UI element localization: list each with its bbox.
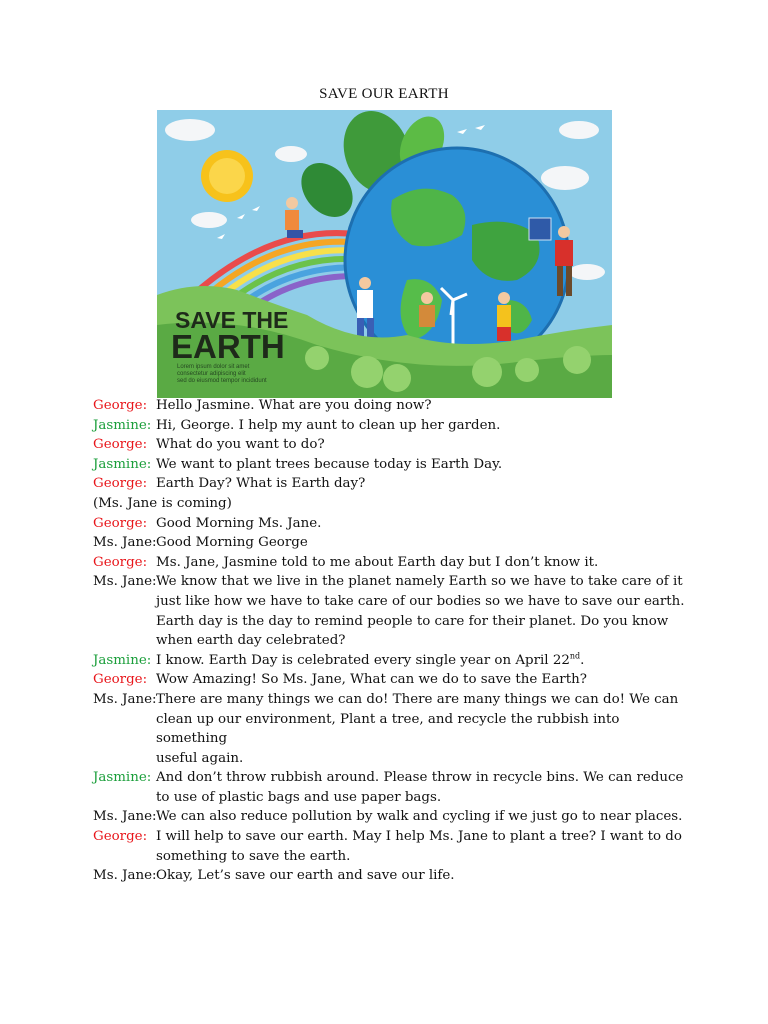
dialogue-line [93,396,693,416]
dialogue-text: We know that we live in the planet namely Earth so we have to take care of it just like how we have to take care of our bodies so we have to save our earth. Earth day is the day to remind people to care for their planet. Do you know when earth day celebrated? [156,574,685,649]
dialogue-text: And don’t throw rubbish around. Please throw in recycle bins. We can reduce to use of plastic bags and use paper bags. [156,770,684,805]
dialogue-text: Wow Amazing! So Ms. Jane, What can we do to save the Earth? [156,672,587,688]
dialogue-line [93,514,693,534]
dialogue-line [93,416,693,436]
speaker-label: Ms. Jane: [93,535,157,551]
dialogue-text: I will help to save our earth. May I help Ms. Jane to plant a tree? I want to do something to save the earth. [156,829,682,864]
dialogue-text: Okay, Let’s save our earth and save our life. [156,868,455,884]
speaker-label: Jasmine: [93,652,152,668]
speaker-label: George: [93,398,148,413]
speaker-label: Jasmine: [93,456,152,472]
dialogue-text: Hi, George. I help my aunt to clean up her garden. [156,417,501,433]
speaker-label: George: [93,476,148,492]
dialogue-line [93,651,693,671]
dialogue-text: Good Morning George [156,535,308,551]
dialogue-line [93,553,693,573]
speaker-label: Ms. Jane: [93,809,157,825]
speaker-label: George: [93,554,148,570]
dialogue-line [93,866,693,886]
dialogue-text: Hello Jasmine. What are you doing now? [156,398,432,413]
dialogue-text: There are many things we can do! There are many things we can do! We can clean up our environment, Plant a tree, and recycle the rubbish into something useful again. [156,691,679,766]
dialogue-line [93,474,693,494]
speaker-label: George: [93,829,148,845]
dialogue-line [93,435,693,455]
poster-small-text-1: Lorem ipsum dolor sit amet [177,364,250,370]
dialogue-text: We want to plant trees because today is Earth Day. [156,456,503,472]
sun-icon [201,150,253,202]
dialogue-text: We can also reduce pollution by walk and cycling if we just go to near places. [156,809,683,825]
speaker-label: Jasmine: [93,417,152,433]
speaker-label: Jasmine: [93,770,152,786]
stage-direction: (Ms. Jane is coming) [93,495,232,511]
poster-heading-line2: EARTH [171,328,285,365]
dialogue-line [93,807,693,827]
dialogue-line [93,670,693,690]
dialogue-line [93,768,693,807]
poster-small-text-3: sed do eiusmod tempor incididunt [177,378,267,384]
speaker-label: Ms. Jane: [93,691,157,707]
dialogue-line [93,533,693,553]
poster-heading-line1: SAVE THE [175,307,289,333]
speaker-label: George: [93,437,148,453]
dialogue-line [93,827,693,866]
poster-small-text-2: consectetur adipiscing elit [177,371,246,377]
dialogue-text: Earth Day? What is Earth day? [156,476,366,492]
dialogue-line [93,455,693,475]
speaker-label: Ms. Jane: [93,868,157,884]
ordinal-superscript: nd [569,651,581,661]
dialogue-text: I know. Earth Day is celebrated every single year on April 22nd. [156,651,585,668]
dialogue-text: Ms. Jane, Jasmine told to me about Earth day but I don’t know it. [156,554,599,570]
dialogue [93,396,693,886]
speaker-label: George: [93,672,148,688]
dialogue-text: What do you want to do? [156,437,325,453]
page-title: SAVE OUR EARTH [319,86,449,102]
dialogue-text: Good Morning Ms. Jane. [156,515,322,531]
dialogue-line [93,572,693,650]
speaker-label: Ms. Jane: [93,574,157,590]
dialogue-line [93,690,693,768]
save-the-earth-poster-image [157,110,612,398]
speaker-label: George: [93,515,148,531]
